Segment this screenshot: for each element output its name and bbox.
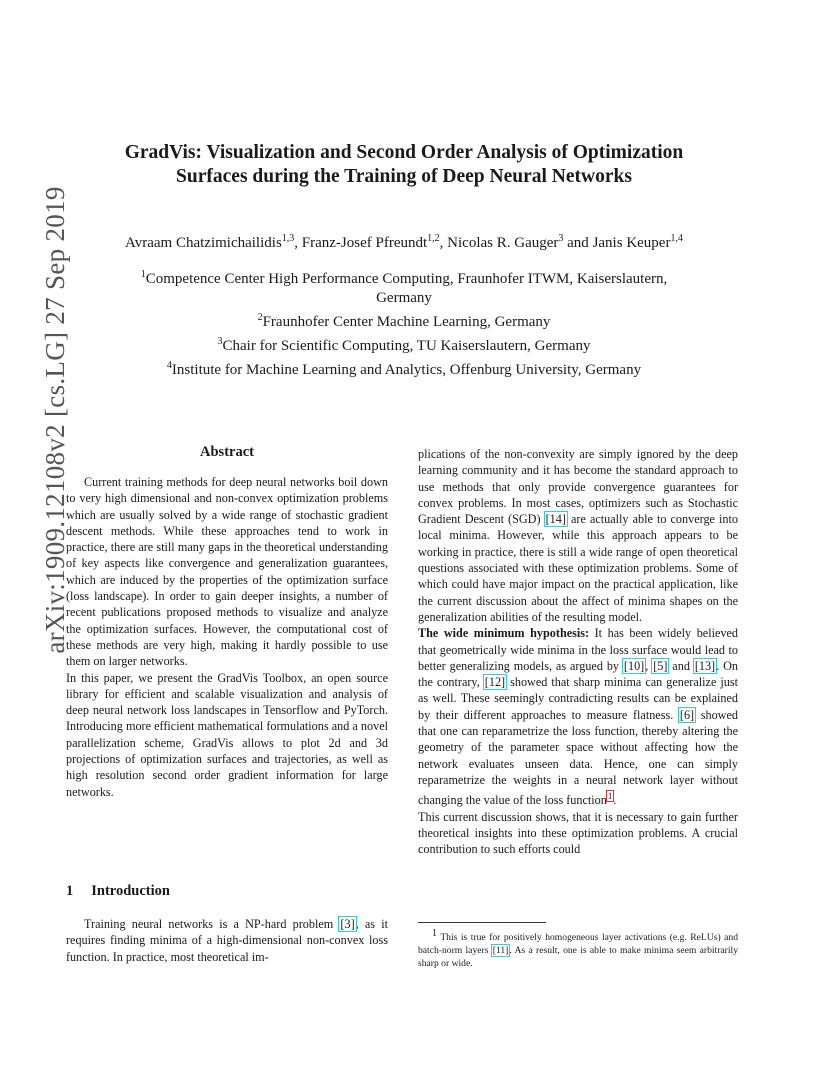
affiliation (60, 356, 748, 380)
citation-link[interactable]: [12] (484, 675, 506, 690)
author-affil-sup: 1,3 (281, 233, 295, 244)
author-separator: , (294, 235, 302, 251)
text-run: , (645, 658, 653, 673)
affil-sup: 1 (140, 269, 146, 280)
body-paragraph: This current discussion shows, that it is necessary to gain further theoretical insights into these optimization problems. A crucial contribution to such efforts could (418, 809, 738, 857)
title-line-1: GradVis: Visualization and Second Order Analysis of Optimization (124, 142, 684, 163)
footnote-link[interactable]: 1 (607, 791, 613, 802)
abstract-paragraph: In this paper, we present the GradVis Toolbox, an open source library for efficient and scalable visualization and analysis of deep neural network loss landscapes in Tensorflow and PyTorch. Introducing more efficient mathematical formulations and a novel parallelization scheme, GradVis allows to plot 2d and 3d projections of optimization surfaces and trajectories, as well as high resolution second order gradient information for large networks. (66, 670, 388, 799)
section-heading-introduction (66, 883, 170, 900)
text-run: Training neural networks is a NP-hard problem (84, 917, 340, 931)
introduction-body (66, 916, 388, 965)
text-run: , as it requires finding minima of a high-dimensional non-convex loss function. In practice, most theoretical im- (66, 917, 388, 964)
citation-link[interactable]: [10] (623, 658, 645, 673)
body-paragraph (418, 625, 738, 808)
affil-text: Chair for Scientific Computing, TU Kaiserslautern, Germany (222, 338, 591, 354)
affil-text: Fraunhofer Center Machine Learning, Germany (262, 314, 551, 330)
text-run: . (613, 793, 617, 808)
text-run: This is true for positively homogeneous layer activations (e.g. ReLUs) and batch-norm layers (418, 932, 738, 957)
section-number: 1 (66, 883, 74, 899)
author-separator: and (563, 235, 593, 251)
abstract-paragraph: Current training methods for deep neural networks boil down to very high dimensional and non-convex optimization problems which are usually solved by a wide range of stochastic gradient descent methods. While these approaches tend to work in practice, there are still many gaps in the theoretical understanding of key aspects like convergence and generalization guarantees, which are induced by the properties of the optimization surface (loss landscape). In order to gain deeper insights, a number of recent publications proposed methods to visualize and analyze the optimization surfaces. However, the computational cost of these methods are very high, making it hardly possible to use them on larger networks. (66, 475, 388, 669)
text-run: plications of the non-convexity are simply ignored by the deep learning community and it has become the standard approach to use methods that only provide convergence guarantees for convex problems. In most cases, optimizers such as Stochastic Gradient Descent (SGD) (418, 447, 738, 527)
citation-link[interactable]: [13] (694, 658, 716, 673)
abstract-body (66, 474, 388, 800)
author-name: Franz-Josef Pfreundt (301, 235, 428, 251)
author-name: Nicolas R. Gauger (447, 235, 559, 251)
author-name: Janis Keuper (592, 235, 671, 251)
abstract-heading: Abstract (200, 444, 254, 460)
affil-text: Institute for Machine Learning and Analytics, Offenburg University, Germany (171, 362, 642, 378)
citation-link[interactable]: [3] (340, 917, 355, 931)
section-title: Introduction (91, 883, 170, 899)
affiliation (60, 332, 748, 356)
citation-link[interactable]: [11] (492, 945, 509, 957)
text-run: showed that sharp minima can generalize just as well. These seemingly contradicting results can be explained by their different approaches to measure flatness. (418, 675, 738, 722)
footnote (418, 927, 738, 970)
author-list (60, 233, 748, 252)
paragraph-heading: The wide minimum hypothesis: (418, 626, 590, 641)
author-affil-sup: 1,4 (670, 233, 683, 244)
right-column-body (418, 446, 738, 857)
citation-link[interactable]: [6] (679, 707, 695, 722)
body-paragraph (418, 446, 738, 625)
text-run: . On the contrary, (418, 658, 738, 690)
affil-text: Competence Center High Performance Computing, Fraunhofer ITWM, Kaiserslautern, (145, 271, 668, 287)
citation-link[interactable]: [5] (653, 658, 668, 673)
author-affil-sup: 1,2 (427, 233, 440, 244)
text-run: . As a result, one is able to make minima seem arbitrarily sharp or wide. (418, 945, 738, 970)
footnote-number: 1 (432, 928, 437, 939)
text-run: and (668, 658, 694, 673)
author-name: Avraam Chatzimichailidis (125, 235, 282, 251)
author-affil-sup: 3 (558, 233, 564, 244)
paper-title (60, 141, 748, 189)
title-line-2: Surfaces during the Training of Deep Neural Networks (176, 166, 632, 187)
affil-sup: 2 (257, 312, 263, 323)
footnote-divider (418, 922, 546, 923)
intro-paragraph (66, 916, 388, 965)
affil-sup: 4 (166, 360, 172, 371)
text-run: showed that one can reparametrize the loss function, thereby altering the geometry of the parameter space without affecting how the network evaluates unseen data. Hence, one can simply reparametrize the weights in a neural network layer without changing the value of the loss function (418, 707, 738, 808)
author-separator: , (439, 235, 448, 251)
affil-sup: 3 (217, 336, 223, 347)
affiliation (60, 265, 748, 289)
affiliation-cont: Germany (376, 290, 432, 306)
affiliation-list (60, 265, 748, 380)
text-run: It has been widely believed that geometrically wide minima in the loss surface would lead to better generalizing models, as argued by (418, 626, 738, 673)
arxiv-sidebar-id: arXiv:1909.12108v2 [cs.LG] 27 Sep 2019 (40, 186, 70, 654)
citation-link[interactable]: [14] (545, 512, 566, 527)
affiliation (60, 308, 748, 332)
text-run: are actually able to converge into local minima. However, while this approach appears to be working in practice, there is still a wide range of open theoretical questions associated with these optimization problems. Some of which could have major impact on the practical application, like the current discussion about the affect of minima shapes on the generalization abilities of the resulting model. (418, 512, 738, 624)
